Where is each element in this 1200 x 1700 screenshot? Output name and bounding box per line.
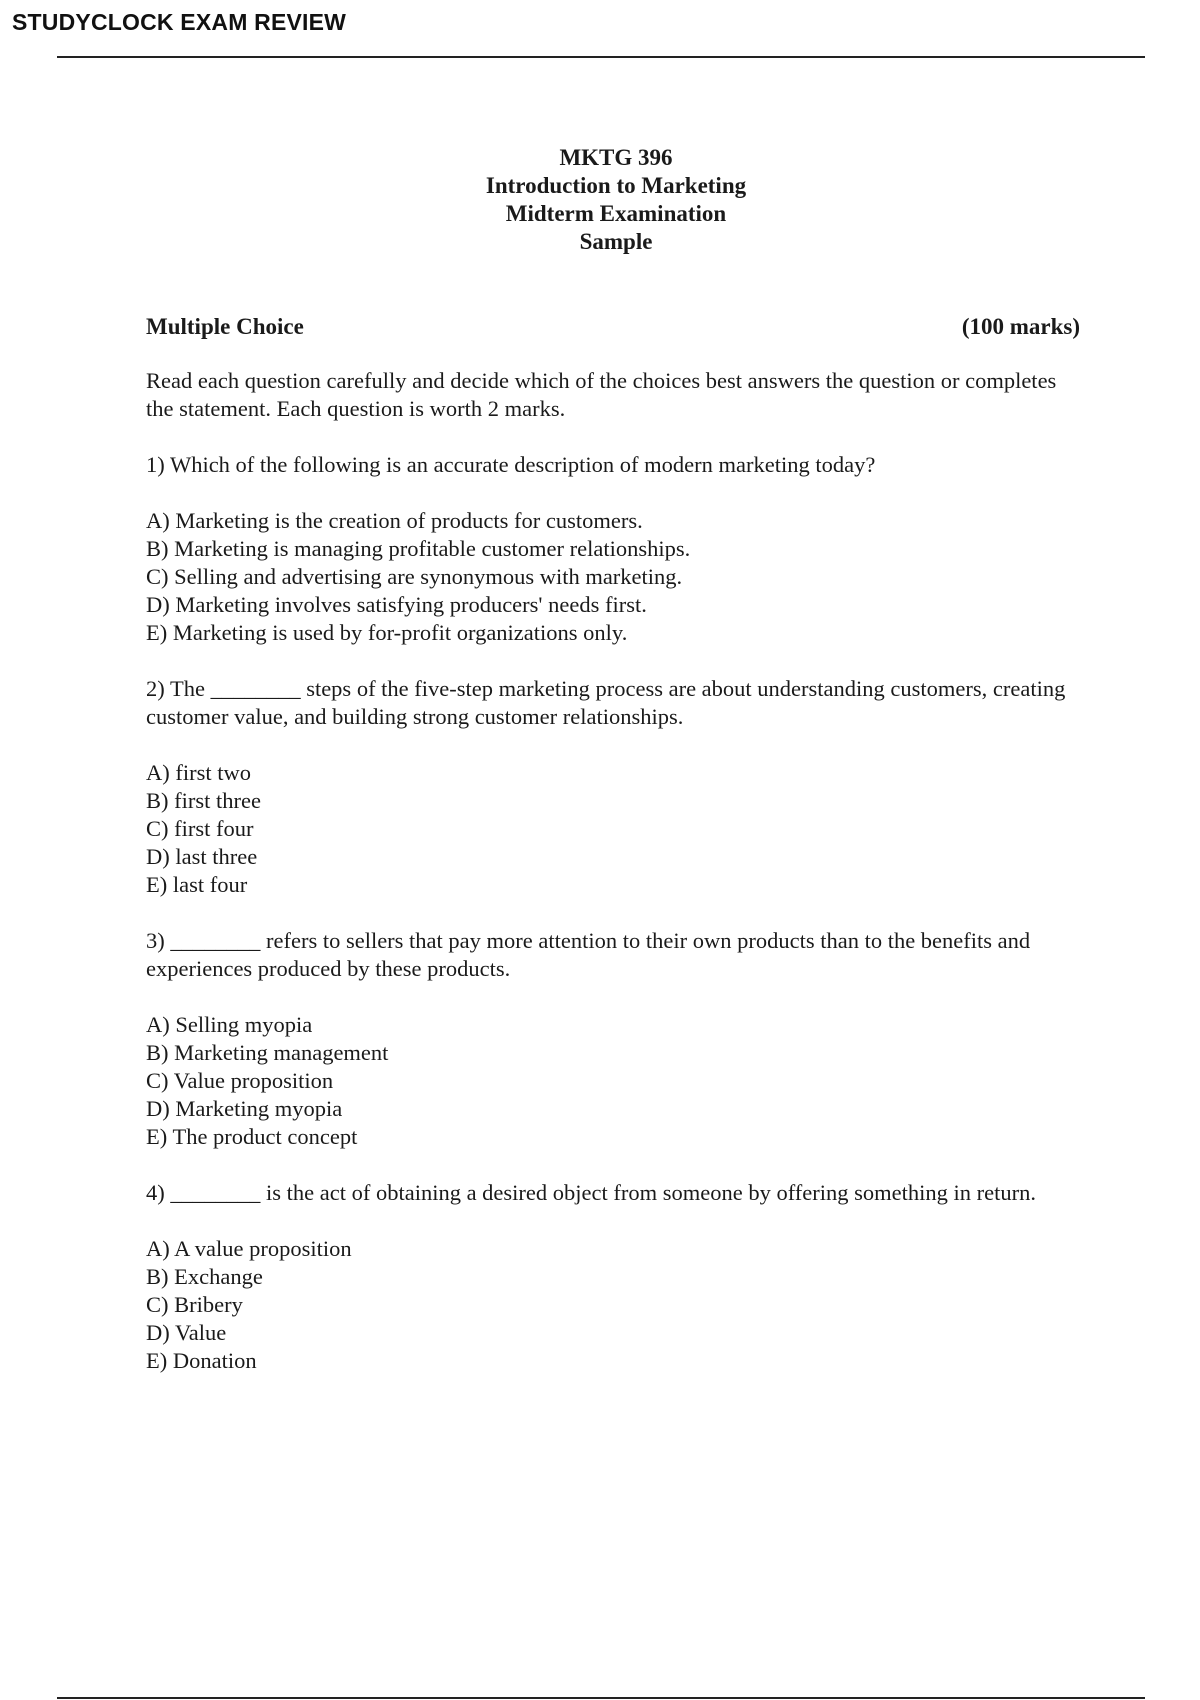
option-c: C) Selling and advertising are synonymous with marketing. xyxy=(146,564,683,589)
option-e: E) Marketing is used by for-profit organizations only. xyxy=(146,620,628,645)
section-header xyxy=(146,313,1080,341)
option-d: D) Marketing involves satisfying producers' needs first. xyxy=(146,592,647,617)
option-list xyxy=(146,1235,1076,1375)
footer-divider xyxy=(57,1697,1145,1699)
option-d: D) Value xyxy=(146,1320,227,1345)
option-a: A) Selling myopia xyxy=(146,1012,313,1037)
course-name: Introduction to Marketing xyxy=(485,173,747,198)
option-a: A) A value proposition xyxy=(146,1236,352,1261)
option-c: C) first four xyxy=(146,816,254,841)
question-3 xyxy=(146,927,1076,1151)
option-c: C) Bribery xyxy=(146,1292,243,1317)
option-d: D) Marketing myopia xyxy=(146,1096,343,1121)
exam-content xyxy=(146,367,1076,1403)
option-a: A) Marketing is the creation of products for customers. xyxy=(146,508,643,533)
option-e: E) Donation xyxy=(146,1348,257,1373)
option-c: C) Value proposition xyxy=(146,1068,334,1093)
option-e: E) The product concept xyxy=(146,1124,358,1149)
question-text: 3) ________ refers to sellers that pay more attention to their own products than to the benefits and experiences produced by these products. xyxy=(146,928,1031,981)
exam-kind: Sample xyxy=(579,229,653,254)
option-b: B) first three xyxy=(146,788,261,813)
option-a: A) first two xyxy=(146,760,251,785)
section-marks: (100 marks) xyxy=(961,314,1080,339)
question-1 xyxy=(146,451,1076,647)
exam-name: Midterm Examination xyxy=(505,201,727,226)
course-code: MKTG 396 xyxy=(559,145,673,170)
question-text: 2) The ________ steps of the five-step marketing process are about understanding customers, creating customer value, and building strong customer relationships. xyxy=(146,676,1066,729)
header-divider xyxy=(57,56,1145,58)
option-d: D) last three xyxy=(146,844,258,869)
option-list xyxy=(146,759,1076,899)
option-e: E) last four xyxy=(146,872,248,897)
instructions: Read each question carefully and decide which of the choices best answers the question or completes the statement. Each question is worth 2 marks. xyxy=(146,368,1057,421)
section-heading: Multiple Choice xyxy=(146,314,304,339)
question-2 xyxy=(146,675,1076,899)
question-text: 4) ________ is the act of obtaining a desired object from someone by offering something in return. xyxy=(146,1180,1037,1205)
option-b: B) Marketing is managing profitable customer relationships. xyxy=(146,536,691,561)
option-b: B) Exchange xyxy=(146,1264,263,1289)
question-4 xyxy=(146,1179,1076,1375)
exam-title-block xyxy=(0,144,1200,256)
option-b: B) Marketing management xyxy=(146,1040,389,1065)
brand-header: STUDYCLOCK EXAM REVIEW xyxy=(12,9,347,35)
option-list xyxy=(146,507,1076,647)
question-text: 1) Which of the following is an accurate description of modern marketing today? xyxy=(146,452,876,477)
option-list xyxy=(146,1011,1076,1151)
